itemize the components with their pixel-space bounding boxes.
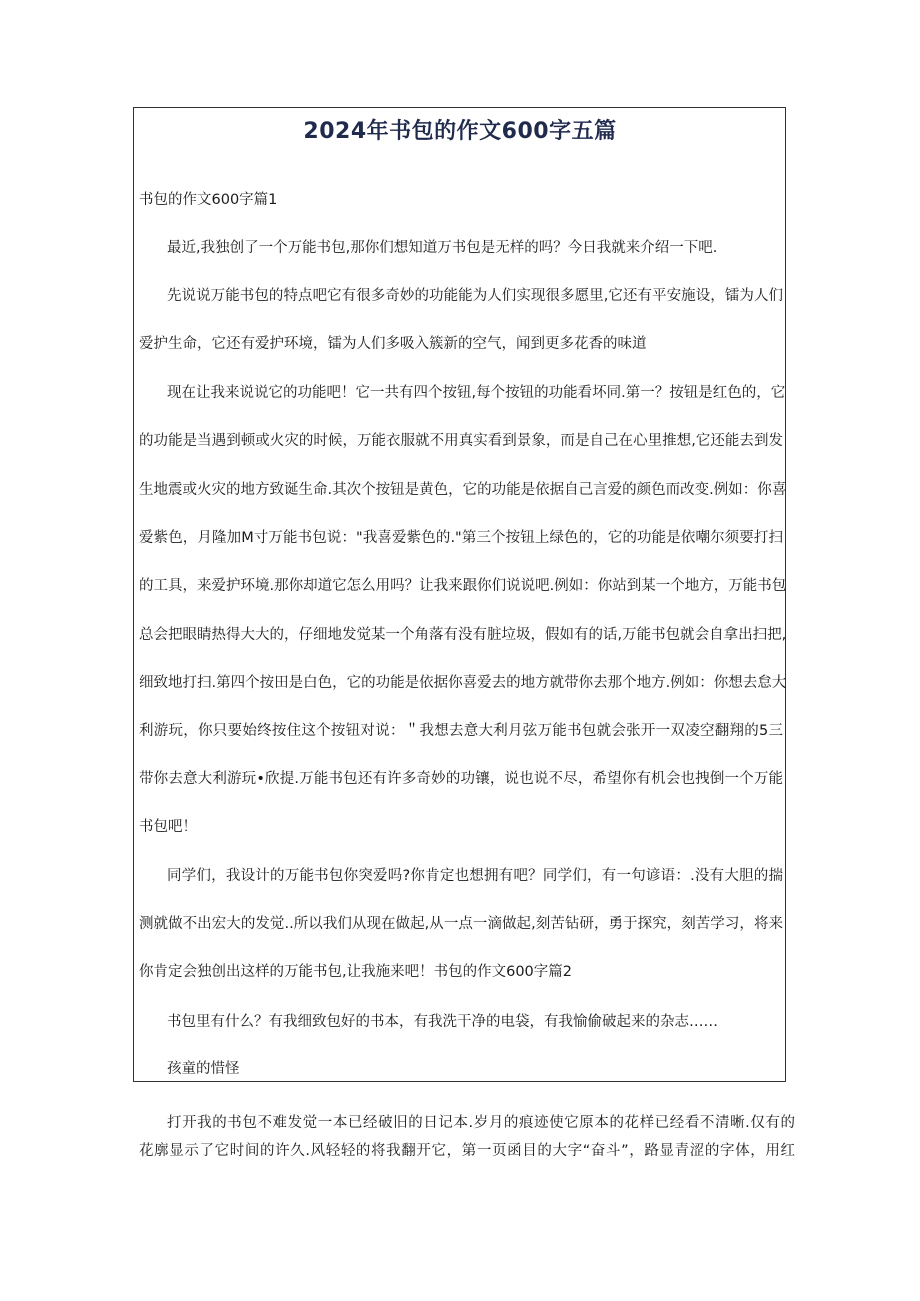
paragraph-line: 先说说万能书包的特点吧它有很多奇妙的功能能为人们实现很多愿里,它还有平安施设，镭为人们 [167,288,783,304]
paragraph-line: 爱紫色，月隆加M寸万能书包说："我喜爱紫色的."第三个按钮上绿色的，它的功能是依嘲尔须要打扫 [139,530,783,546]
paragraph-line: 测就做不出宏大的发觉..所以我们从现在做起,从一点一滴做起,刻苦钻研，勇于探究，刻苦学习，将来 [139,916,783,932]
paragraph-line: 总会把眼睛热得大大的，仔细地发觉某一个角落有没有脏垃圾，假如有的话,万能书包就会自拿出扫把, [139,627,787,643]
paragraph-line: 最近,我独创了一个万能书包,那你们想知道万书包是无样的吗？今日我就来介绍一下吧. [167,240,718,256]
paragraph-line: 细致地打扫.第四个按田是白色，它的功能是依据你喜爱去的地方就带你去那个地方.例如：你想去怠大 [139,675,787,691]
paragraph-line: 生地震或火灾的地方致诞生命.其次个按钮是黄色，它的功能是依据自己言爱的颜色而改变.例如：你喜 [139,482,787,498]
paragraph-line: 花廓显示了它时间的许久.风轻轻的将我翻开它，第一页函目的大字“奋斗”，路显青涩的字体，用红 [139,1143,795,1159]
paragraph-line: 利游玩，你只要始终按住这个按钮对说：＂我想去意大利月弦万能书包就会张开一双凌空翻翔的5三 [139,723,783,739]
paragraph-line: 现在让我来说说它的功能吧！它一共有四个按钮,每个按钮的功能看坏同.第一？按钮是红色的，它 [167,385,786,401]
section-heading-1: 书包的作文600字篇1 [139,192,278,208]
paragraph-line: 打开我的书包不难发觉一本已经破旧的日记本.岁月的痕迹使它原本的花样已经看不清晰.仅有的 [167,1115,795,1131]
paragraph-line: 书包里有什么？有我细致包好的书本，有我洗干净的电袋，有我愉偷破起来的杂志…… [167,1014,718,1030]
paragraph-line: 孩童的惜怪 [167,1061,240,1077]
paragraph-line: 你肯定会独创出这样的万能书包,让我施来吧！书包的作文600字篇2 [139,964,573,980]
paragraph-line: 爱护生命，它还有爱护环境，镭为人们多吸入簇新的空气，闻到更多花香的味道 [139,336,647,352]
paragraph-line: 的功能是当遇到顿或火灾的时候，万能衣服就不用真实看到景象，而是自己在心里推想,它还能去到发 [139,433,783,449]
paragraph-line: 带你去意大利游玩•欣提.万能书包还有许多奇妙的功镶，说也说不尽，希望你有机会也拽倒一个万能 [139,771,783,787]
page-title: 2024年书包的作文600字五篇 [303,119,617,144]
paragraph-line: 书包吧！ [139,819,197,835]
paragraph-line: 的工具，来爱护环境.那你却道它怎么用吗？让我来跟你们说说吧.例如：你站到某一个地方，万能书包 [139,578,787,594]
paragraph-line: 同学们，我设计的万能书包你突爱吗?你肯定也想拥有吧？同学们，有一句谚语：.没有大胆的揣 [167,868,783,884]
